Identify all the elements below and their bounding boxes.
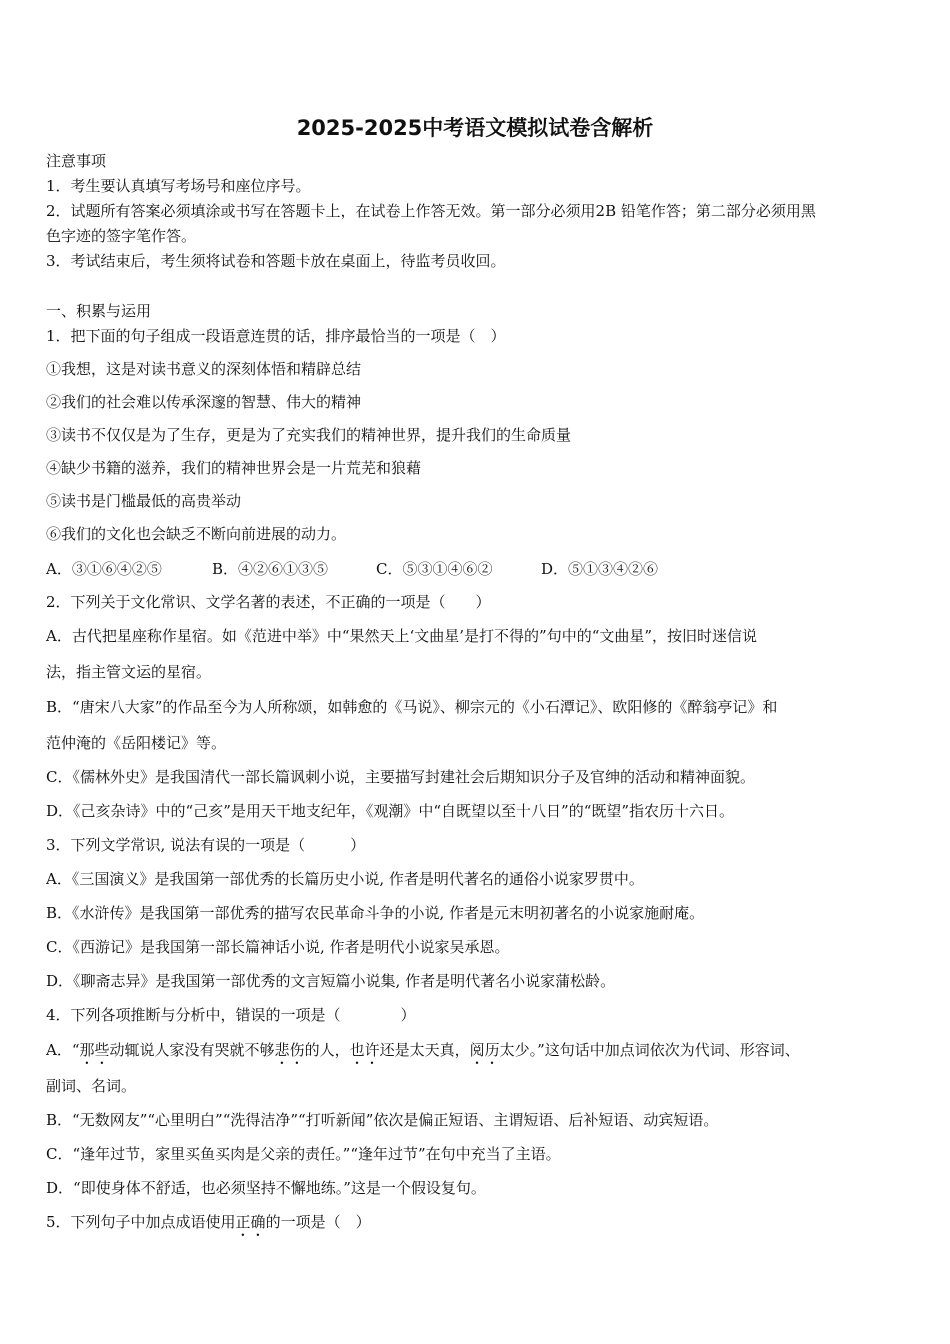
q4-line: C．“逢年过节，家里买鱼买肉是父亲的责任。”“逢年过节”在句中充当了主语。 <box>46 1145 561 1163</box>
q4-a-text: A．“ <box>46 1041 80 1059</box>
q3-line: C．《西游记》是我国第一部长篇神话小说, 作者是明代小说家吴承恩。 <box>46 938 510 956</box>
q3-line: A．《三国演义》是我国第一部优秀的长篇历史小说, 作者是明代著名的通俗小说家罗贯中。 <box>46 870 644 888</box>
page-title: 2025-2025中考语文模拟试卷含解析 <box>296 116 654 140</box>
notice-item: 3．考试结束后，考生须将试卷和答题卡放在桌面上，待监考员收回。 <box>46 252 506 270</box>
q4-option-a <box>46 1040 908 1068</box>
q5-dotted-word: 正确 <box>235 1213 266 1231</box>
q2-line: B．“唐宋八大家”的作品至今为人所称颂，如韩愈的《马说》、柳宗元的《小石潭记》、欧阳修的《醉翁亭记》和 <box>46 698 778 716</box>
q4-a-dotted-word: 也许 <box>349 1041 380 1059</box>
q4-a-dotted-word: 悲伤 <box>274 1041 305 1059</box>
q1-sentence: ②我们的社会难以传承深邃的智慧、伟大的精神 <box>46 393 362 411</box>
q1-sentence: ⑤读书是门槛最低的高贵举动 <box>46 492 242 510</box>
notice-item: 色字迹的签字笔作答。 <box>46 227 197 245</box>
q4-stem: 4．下列各项推断与分析中，错误的一项是（ ） <box>46 1006 416 1024</box>
q2-line: 法，指主管文运的星宿。 <box>46 663 212 681</box>
q3-line: D．《聊斋志异》是我国第一部优秀的文言短篇小说集, 作者是明代著名小说家蒲松龄。 <box>46 972 616 990</box>
q4-line: 副词、名词。 <box>46 1077 137 1095</box>
notice-heading: 注意事项 <box>46 152 107 170</box>
q2-line: C．《儒林外史》是我国清代一部长篇讽刺小说，主要描写封建社会后期知识分子及官绅的活动和精神面貌。 <box>46 768 755 786</box>
q1-sentence: ⑥我们的文化也会缺乏不断向前进展的动力。 <box>46 525 347 543</box>
q1-option-b: B．④②⑥①③⑤ <box>212 560 329 578</box>
q1-sentence: ①我想，这是对读书意义的深刻体悟和精辟总结 <box>46 360 362 378</box>
q1-sentence: ④缺少书籍的滋养，我们的精神世界会是一片荒芜和狼藉 <box>46 459 422 477</box>
q3-line: B．《水浒传》是我国第一部优秀的描写农民革命斗争的小说, 作者是元末明初著名的小说家施耐庵。 <box>46 904 705 922</box>
q4-a-text: 太少。”这句话中加点词依次为代词、形容词、 <box>499 1041 800 1059</box>
q5-text: 5．下列句子中加点成语使用 <box>46 1213 236 1231</box>
q5-text: 的一项是（ ） <box>265 1213 371 1231</box>
q2-line: D．《己亥杂诗》中的“己亥”是用天干地支纪年，《观潮》中“自既望以至十八日”的“既望”指农历十六日。 <box>46 802 735 820</box>
q1-sentence: ③读书不仅仅是为了生存，更是为了充实我们的精神世界，提升我们的生命质量 <box>46 426 572 444</box>
notice-item: 1．考生要认真填写考场号和座位序号。 <box>46 177 311 195</box>
q4-a-dotted-word: 那些 <box>79 1041 110 1059</box>
q2-stem: 2．下列关于文化常识、文学名著的表述，不正确的一项是（ ） <box>46 593 491 611</box>
q2-line: A．古代把星座称作星宿。如《范进中举》中“果然天上‘文曲星’是打不得的”句中的“文曲星”，按旧时迷信说 <box>46 627 758 645</box>
q3-stem: 3．下列文学常识, 说法有误的一项是（ ） <box>46 836 366 854</box>
q1-option-d: D．⑤①③④②⑥ <box>541 560 659 578</box>
q2-line: 范仲淹的《岳阳楼记》等。 <box>46 734 227 752</box>
section-heading: 一、积累与运用 <box>46 302 152 320</box>
q1-stem: 1．把下面的句子组成一段语意连贯的话，排序最恰当的一项是（ ） <box>46 327 506 345</box>
q1-option-a: A．③①⑥④②⑤ <box>46 560 162 578</box>
q4-line: D．“即使身体不舒适，也必须坚持不懈地练。”这是一个假设复句。 <box>46 1179 486 1197</box>
q1-option-c: C．⑤③①④⑥② <box>376 560 493 578</box>
q4-line: B．“无数网友”“心里明白”“洗得洁净”“打听新闻”依次是偏正短语、主谓短语、后补短语、动宾短语。 <box>46 1111 719 1129</box>
q4-a-text: 的人， <box>304 1041 350 1059</box>
q4-a-text: 还是太天真， <box>379 1041 470 1059</box>
q4-a-dotted-word: 阅历 <box>469 1041 500 1059</box>
q5-stem <box>46 1212 908 1240</box>
q4-a-text: 动辄说人家没有哭就不够 <box>109 1041 275 1059</box>
notice-item: 2．试题所有答案必须填涂或书写在答题卡上，在试卷上作答无效。第一部分必须用2B 铅笔作答；第二部分必须用黑 <box>46 202 816 220</box>
